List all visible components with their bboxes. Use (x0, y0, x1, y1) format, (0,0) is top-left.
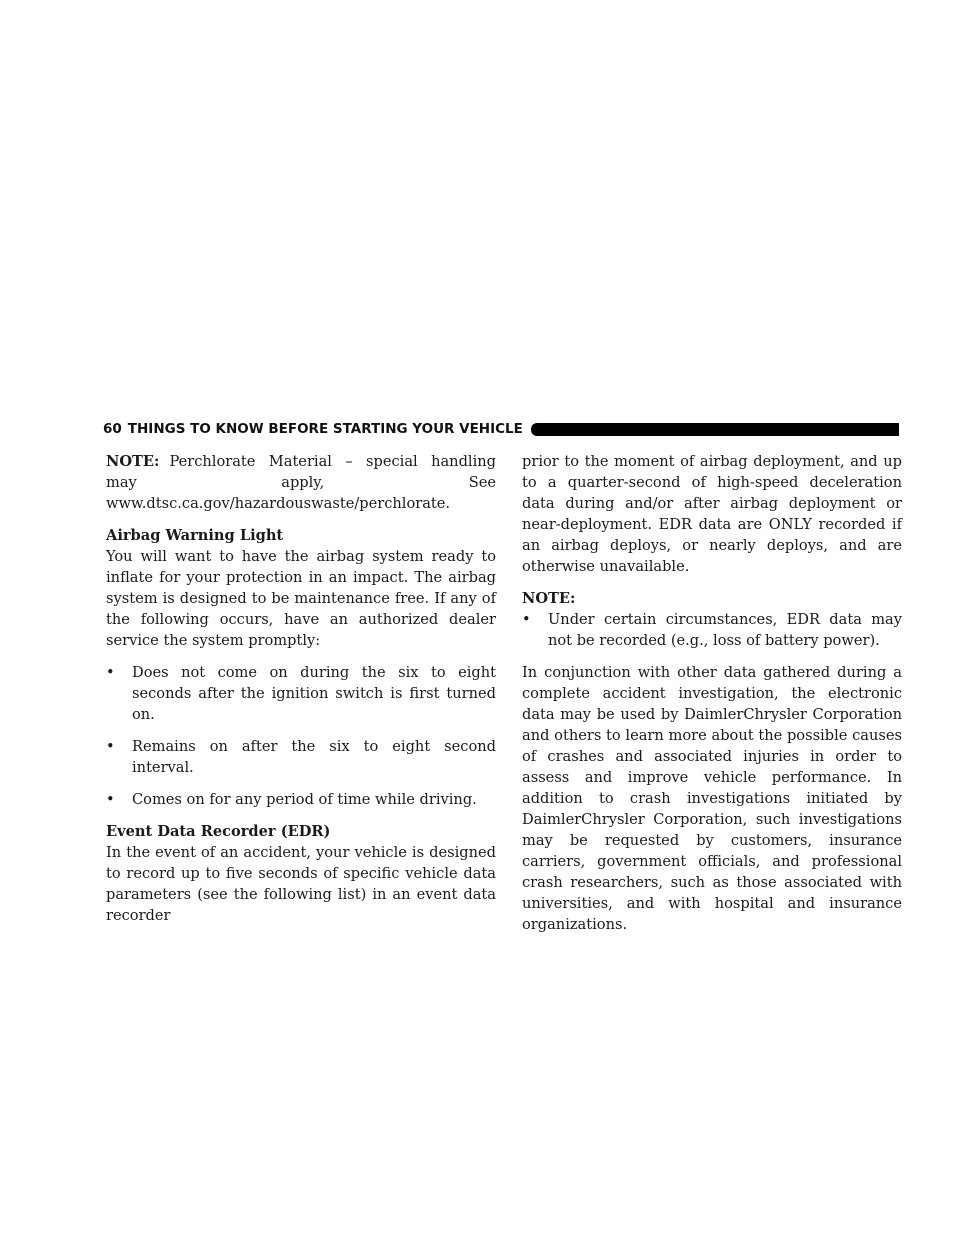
bullet-text: Under certain circumstances, EDR data may not be recorded (e.g., loss of battery power). (548, 611, 902, 649)
note-bullet-list (522, 609, 902, 651)
page-number: 60 (103, 421, 122, 437)
list-item (106, 789, 496, 810)
edr-text: In the event of an accident, your vehicle is designed to record up to five seconds of specific vehicle data parameters (see the following list) in an event data recorder (106, 844, 496, 924)
list-item (106, 736, 496, 778)
edr-continuation: prior to the moment of airbag deployment, and up to a quarter-second of high-speed deceleration data during and/or after airbag deployment or near-deployment. EDR data are ONLY recorded if an airbag deploys, or nearly deploys, and are otherwise unavailable. (522, 453, 902, 575)
bullet-glyph: • (106, 738, 115, 755)
bullet-text: Comes on for any period of time while driving. (132, 791, 477, 808)
page-header (103, 420, 899, 438)
bullet-text: Remains on after the six to eight second interval. (132, 738, 496, 776)
right-column (522, 451, 902, 946)
airbag-intro: You will want to have the airbag system ready to inflate for your protection in an impact. The airbag system is designed to be maintenance free. If any of the following occurs, have an authorized dealer service the system promptly: (106, 548, 496, 649)
bullet-glyph: • (106, 664, 115, 681)
bullet-text: Does not come on during the six to eight seconds after the ignition switch is first turned on. (132, 664, 496, 723)
list-item (522, 609, 902, 651)
note-text: Perchlorate Material – special handling may apply, See www.dtsc.ca.gov/hazardouswaste/perchlorate. (106, 453, 496, 512)
header-bar (531, 423, 899, 436)
perchlorate-note (106, 451, 496, 514)
edr-heading: Event Data Recorder (EDR) (106, 823, 331, 840)
left-column (106, 451, 496, 937)
list-item (106, 662, 496, 725)
investigation-paragraph: In conjunction with other data gathered during a complete accident investigation, the electronic data may be used by DaimlerChrysler Corporation and others to learn more about the possible causes of crashes and associated injuries in order to assess and improve vehicle performance. In addition to crash investigations initiated by DaimlerChrysler Corporation, such investigations may be requested by customers, insurance carriers, government officials, and professional crash researchers, such as those associated with universities, and with hospital and insurance organizations. (522, 664, 902, 933)
section-title: THINGS TO KNOW BEFORE STARTING YOUR VEHICLE (127, 421, 523, 437)
bullet-glyph: • (522, 611, 531, 628)
note-label: NOTE: (106, 453, 160, 470)
airbag-bullet-list (106, 662, 496, 810)
note-label: NOTE: (522, 590, 576, 607)
bullet-glyph: • (106, 791, 115, 808)
airbag-warning-heading: Airbag Warning Light (106, 527, 284, 544)
